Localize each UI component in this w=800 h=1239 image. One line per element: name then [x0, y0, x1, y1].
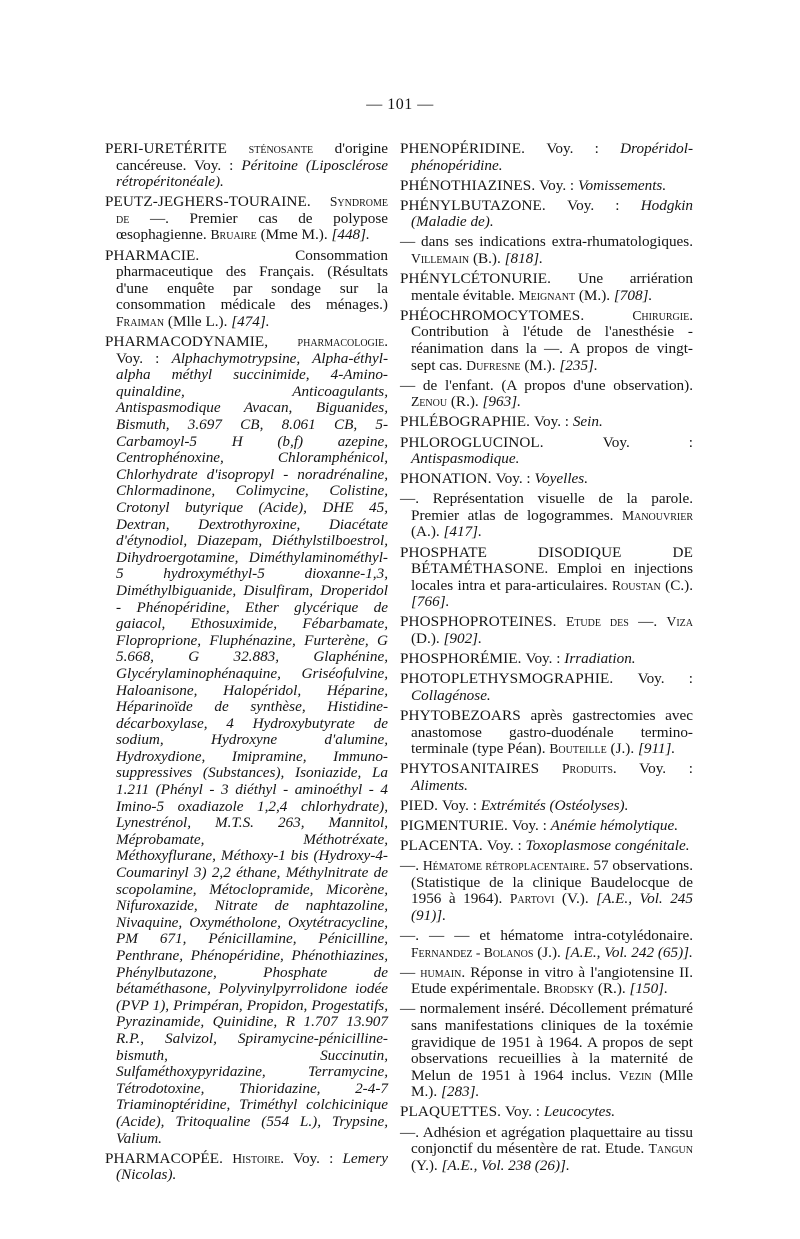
entry-headword: PERI-URETÉRITE: [105, 140, 249, 157]
index-entry: [105, 334, 388, 1147]
entry-text: Voy. :: [511, 816, 551, 834]
entry-small-caps: Chirurgie: [632, 307, 690, 323]
index-entry: [400, 198, 693, 231]
entry-text: — dans ses indications extra-rhumatologiques.: [400, 233, 693, 251]
entry-text: . Contribution à l'étude de l'anesthésie - réanimation dans la —. A propos de vingt-sept cas.: [411, 306, 693, 374]
entry-italic: [963].: [482, 393, 521, 411]
index-entry: [400, 965, 693, 998]
entry-text: —. — — et hématome intra-cotylédonaire.: [400, 927, 693, 945]
entry-small-caps: Viza: [666, 614, 693, 630]
entry-text: — de l'enfant. (A propos d'une observation).: [400, 376, 693, 394]
entry-italic: [448].: [331, 226, 370, 244]
index-entry: [105, 141, 388, 191]
entry-text: Emploi en injections locales intra et para-articulaires.: [411, 560, 694, 594]
index-entry: [400, 761, 693, 794]
entry-small-caps: Etude des: [566, 614, 629, 630]
entry-text: d'origine cancéreuse. Voy. :: [116, 140, 388, 174]
entry-text: Voy. :: [495, 470, 535, 488]
entry-italic: [417].: [443, 523, 482, 541]
index-entry: [400, 414, 693, 431]
entry-text: — normalement inséré. Décollement prématuré sans manifestations cliniques de la toxémie gravidique de 1951 à 1964. A propos de sept observations recueillies à la maternité de Melun de 1951 à 1964 inclus.: [400, 1000, 693, 1084]
entry-text: (B.).: [469, 250, 505, 268]
entry-text: (Y.).: [411, 1156, 442, 1174]
entry-headword: PHLOROGLUCINOL.: [400, 433, 603, 451]
index-entry: [400, 798, 693, 815]
entry-text: —. Représentation visuelle de la parole. Premier atlas de logogrammes.: [400, 490, 693, 524]
entry-headword: PLAQUETTES.: [400, 1103, 505, 1121]
entry-text: Voy. :: [602, 433, 693, 451]
entry-text: . 57 observations. (Statistique de la clinique Baudelocque de 1956 à 1964).: [411, 857, 693, 908]
entry-italic: [150].: [629, 980, 668, 998]
entry-text: —. Adhésion et agrégation plaquettaire au tissu conjonctif du mésentère de rat. Etude.: [400, 1123, 693, 1158]
entry-text: après gastrectomies avec anastomose gastro-duodénale termino-terminale (type Péan).: [411, 706, 693, 758]
entry-headword: PHARMACOPÉE.: [105, 1149, 233, 1167]
entry-italic: [A.E., Vol. 245 (91)].: [411, 890, 693, 924]
entry-italic: [283].: [440, 1083, 480, 1101]
entry-text: (R.).: [447, 393, 483, 411]
entry-headword: PHÉNOTHIAZINES.: [400, 176, 540, 194]
index-entry: [105, 1151, 388, 1184]
entry-italic: Collagénose.: [411, 686, 491, 704]
entry-text: Voy. :: [567, 196, 641, 214]
index-entry: [400, 471, 693, 488]
entry-text: (M.).: [520, 356, 560, 374]
entry-italic: Hodgkin (Maladie de).: [411, 196, 694, 231]
entry-headword: PHLÉBOGRAPHIE.: [400, 413, 534, 431]
entry-italic: Aliments.: [411, 776, 468, 794]
entry-text: (J.).: [533, 943, 565, 961]
index-entry: [400, 435, 693, 468]
index-entry: [400, 858, 693, 924]
entry-headword: PHYTOBEZOARS: [400, 706, 531, 724]
entry-small-caps: Manouvrier: [622, 507, 693, 523]
entry-italic: [474].: [231, 312, 270, 330]
entry-headword: PHOTOPLETHYSMOGRAPHIE.: [400, 670, 638, 688]
entry-small-caps: Meignant: [518, 287, 576, 303]
index-entry: [105, 248, 388, 331]
entry-headword: PHARMACIE.: [105, 246, 296, 264]
entry-text: (J.).: [606, 740, 638, 758]
entry-italic: Extrémités (Ostéolyses).: [480, 796, 629, 814]
entry-small-caps: Vezin: [618, 1067, 652, 1083]
entry-small-caps: sténosante: [248, 141, 314, 156]
index-entry: [400, 1125, 693, 1175]
entry-italic: Lemery (Nicolas).: [116, 1149, 389, 1184]
entry-small-caps: Hématome rétroplacentaire: [422, 858, 586, 874]
entry-small-caps: Brodsky: [543, 981, 595, 997]
entry-text: (V.).: [554, 890, 597, 908]
entry-headword: PIED.: [400, 796, 442, 814]
index-entry: [400, 271, 693, 304]
entry-text: —.: [628, 613, 667, 631]
entry-headword: PLACENTA.: [400, 837, 487, 855]
entry-small-caps: Tangun: [648, 1141, 693, 1157]
index-entry: [105, 194, 388, 244]
entry-small-caps: Partovi: [509, 891, 555, 907]
entry-italic: [902].: [443, 630, 482, 648]
entry-headword: PHOSPHOPROTEINES.: [400, 613, 567, 631]
entry-headword: PHARMACODYNAMIE,: [105, 333, 298, 351]
entry-text: Une arriération mentale évitable.: [411, 270, 693, 304]
index-entry: [400, 308, 693, 374]
entry-text: . Réponse in vitro à l'angiotensine II. Etude expérimentale.: [411, 963, 694, 998]
index-entry: [400, 818, 693, 835]
entry-small-caps: Zenou: [411, 394, 448, 410]
index-entry: [400, 491, 693, 541]
entry-small-caps: Roustan: [611, 577, 661, 593]
index-entry: [400, 141, 693, 174]
entry-italic: Alphachymotrypsine, Alpha-éthyl-alpha méthyl succinimide, 4-Amino-quinaldine, Anticoagulants, Antispasmodique Avacan, Biguanides, Bismuth, 3.697 CB, 8.061 CB, 5-Carbamoyl-5 H (b,f) azepine, Centrophénoxine, Chloramphénicol, Chlorhydrate d'isopropyl - noradrénaline, Chlormadinone, Colimycine, Colistine, Crotonyl butyrique (Acide), DHE 45, Dextran, Dextrothyroxine, Diacétate d'étynodiol, Diazepam, Diéthylstilboestrol, Dihydroergotamine, Diméthylaminométhyl-5 hydroxyméthyl-5 dioxanne-1,3, Diméthylbiguanide, Disulfiram, Droperidol - Phénopéridine, Ether glycérique de gaiacol, Ethosuximide, Fébarbamate, Floproprione, Fluphénazine, Furterène, G 5.668, G 32.883, Glaphénine, Glycérylaminophénaquine, Griséofulvine, Haloanisone, Halopéridol, Héparine, Héparinoïde de synthèse, Histidine-décarboxylase, 4 Hydroxybutyrate de sodium, Hydroxyne d'alumine, Hydroxydione, Imipramine, Immuno-suppressives (Substances), Isoniazide, La 1.211 (Phényl - 3 diéthyl - aminoéthyl - 4 Imino-5 oxadiazole 1,2,4 chlorhydrate), Lynestrénol, M.T.S. 263, Mannitol, Méprobamate, Méthotréxate, Méthoxyflurane, Méthoxy-1 bis (Hydroxy-4-Coumarinyl 3) 2,2 éthane, Méthylnitrate de scopolamine, Métoclopramide, Micorène, Nifuroxazide, Nitrate de naphtazoline, Nivaquine, Oxymétholone, Oxytétracycline, PM 671, Pénicillamine, Pénicilline, Penthrane, Phénopéridine, Phénothiazines, Phénylbutazone, Phosphate de bétaméthasone, Polyvinylpyrrolidone iodée (PVP 1), Primpéran, Propidon, Progestatifs, Pyrazinamide, Quinidine, R 1.707 13.907 R.P., Salvizol, Spiramycine-pénicilline-bismuth, Succinutin, Sulfaméthoxypyridazine, Terramycine, Tétrodotoxine, Thioridazine, 2-4-7 Triaminoptéridine, Triméthyl colchicinique (Acide), Tritoqualine (554 L.), Trypsine, Valium.: [116, 349, 388, 1147]
page-number: — 101 —: [366, 96, 434, 113]
entry-text: (A.).: [411, 523, 444, 541]
index-entry: [400, 1001, 693, 1101]
entry-headword: PHÉNYLCÉTONURIE.: [400, 270, 578, 288]
index-entry: [400, 1104, 693, 1121]
entry-text: . Voy. :: [280, 1149, 343, 1167]
entry-italic: Antispasmodique.: [411, 450, 520, 468]
left-column: [105, 141, 388, 1187]
entry-text: Voy. :: [441, 796, 481, 814]
index-entry: [400, 671, 693, 704]
entry-small-caps: pharmacologie: [297, 334, 385, 350]
entry-text: (D.).: [411, 630, 444, 648]
entry-italic: [818].: [504, 250, 543, 268]
entry-small-caps: Villemain: [411, 251, 470, 267]
entry-italic: Leucocytes.: [543, 1103, 616, 1121]
entry-small-caps: Dufresne: [466, 357, 521, 373]
entry-italic: Vomissements.: [577, 176, 667, 194]
entry-headword: PHYTOSANITAIRES: [400, 760, 562, 778]
index-entry: [400, 178, 693, 195]
index-entry: [400, 651, 693, 668]
entry-text: Voy. :: [539, 176, 578, 194]
entry-small-caps: Fernandez - Bolanos: [411, 944, 534, 960]
entry-headword: PIGMENTURIE.: [400, 816, 512, 834]
entry-headword: PHOSPHORÉMIE.: [400, 650, 526, 668]
entry-text: Voy. :: [486, 837, 526, 855]
index-entry: [400, 928, 693, 961]
entry-small-caps: Bruaire: [210, 227, 257, 243]
entry-text: —. Premier cas de polypose œsophagienne.: [116, 209, 388, 244]
entry-text: . Voy. :: [612, 760, 693, 778]
entry-text: (Mme M.).: [256, 226, 332, 244]
entry-small-caps: Bouteille: [549, 741, 607, 757]
entry-italic: [235].: [559, 356, 598, 374]
entry-small-caps: humain: [420, 964, 462, 980]
entry-small-caps: Histoire: [232, 1150, 281, 1166]
index-entry: [400, 708, 693, 758]
entry-italic: Toxoplasmose congénitale.: [525, 837, 690, 855]
entry-headword: PHONATION.: [400, 470, 496, 488]
entry-italic: Sein.: [572, 413, 603, 431]
index-entry: [400, 378, 693, 411]
entry-text: Voy. :: [504, 1103, 544, 1121]
entry-italic: [A.E., Vol. 242 (65)].: [564, 943, 693, 961]
entry-italic: Voyelles.: [534, 470, 588, 488]
entry-text: (Mlle M.).: [411, 1066, 693, 1101]
entry-text: (R.).: [594, 980, 630, 998]
entry-italic: [911].: [637, 740, 676, 758]
index-entry: [400, 838, 693, 855]
entry-text: Voy. :: [546, 140, 621, 157]
entry-text: Voy. :: [533, 413, 573, 431]
entry-text: (M.).: [575, 286, 614, 304]
entry-text: (C.).: [660, 576, 693, 594]
entry-text: Voy. :: [637, 670, 693, 688]
index-entry: [400, 234, 693, 267]
entry-italic: Dropéridol-phénopéridine.: [411, 140, 694, 174]
entry-headword: PHENOPÉRIDINE.: [400, 140, 547, 157]
entry-italic: Péritoine (Liposclérose rétropéritonéale).: [116, 156, 388, 191]
entry-italic: [A.E., Vol. 238 (26)].: [441, 1156, 570, 1174]
entry-headword: PHÉNYLBUTAZONE.: [400, 196, 568, 214]
entry-headword: PHÉOCHROMOCYTOMES.: [400, 306, 633, 324]
entry-text: . Voy. :: [116, 333, 388, 367]
entry-text: —: [400, 963, 421, 981]
entry-text: Voy. :: [525, 650, 565, 668]
entry-headword: PEUTZ-JEGHERS-TOURAINE.: [105, 193, 330, 211]
entry-text: (Mlle L.).: [164, 312, 232, 330]
entry-italic: [766].: [411, 593, 450, 611]
entry-small-caps: Fraiman: [116, 313, 165, 329]
entry-italic: Anémie hémolytique.: [550, 816, 679, 834]
entry-italic: [708].: [613, 286, 653, 304]
entry-italic: Irradiation.: [564, 650, 636, 668]
entry-headword: PHOSPHATE DISODIQUE DE BÉTAMÉTHASONE.: [400, 543, 693, 578]
index-entry: [400, 545, 693, 611]
entry-text: Consommation pharmaceutique des Français. (Résultats d'une enquête par sondage sur la consommation médicale des ménages.): [116, 246, 388, 314]
entry-small-caps: Produits: [562, 761, 613, 777]
index-entry: [400, 614, 693, 647]
entry-text: —.: [400, 857, 423, 875]
entry-small-caps: Syndrome de: [116, 194, 388, 226]
right-column: [400, 141, 693, 1178]
